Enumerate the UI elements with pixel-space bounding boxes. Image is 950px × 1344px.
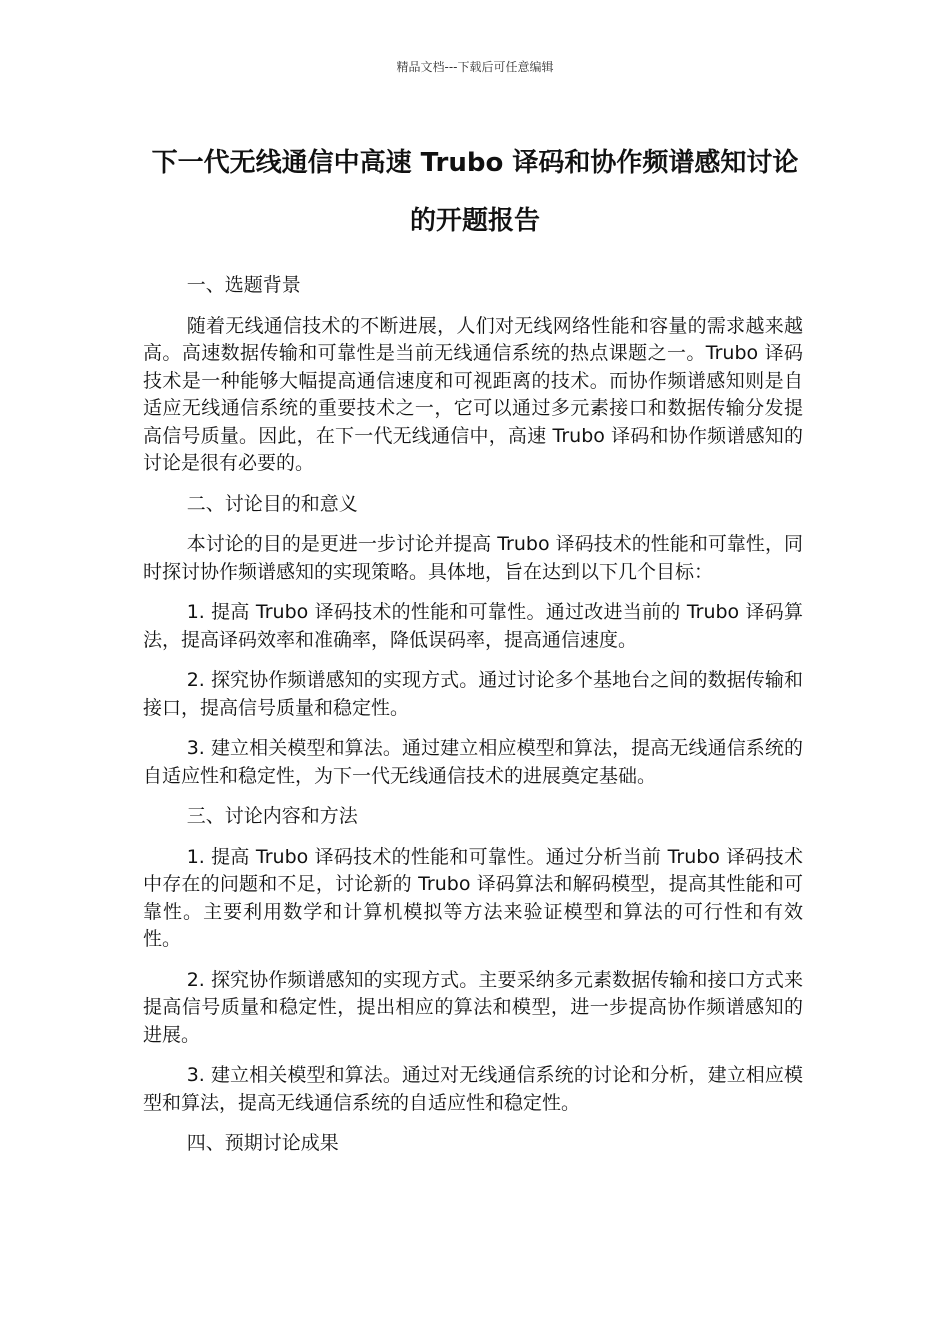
paragraph-method-3: 3. 建立相关模型和算法。通过对无线通信系统的讨论和分析，建立相应模型和算法，提高无线通信系统的自适应性和稳定性。 xyxy=(143,1064,803,1114)
section-heading-methods: 三、讨论内容和方法 xyxy=(186,805,358,827)
paragraph-goal-1: 1. 提高 Trubo 译码技术的性能和可靠性。通过改进当前的 Trubo 译码算法，提高译码效率和准确率，降低误码率，提高通信速度。 xyxy=(143,601,803,651)
section-heading-purpose: 二、讨论目的和意义 xyxy=(186,492,358,515)
page-header-note: 精品文档---下载后可任意编辑 xyxy=(396,60,554,74)
document-title: 下一代无线通信中高速 Trubo 译码和协作频谱感知讨论的开题报告 xyxy=(151,148,799,236)
paragraph-goal-3: 3. 建立相关模型和算法。通过建立相应模型和算法，提高无线通信系统的自适应性和稳定性，为下一代无线通信技术的进展奠定基础。 xyxy=(143,737,803,787)
paragraph-method-2: 2. 探究协作频谱感知的实现方式。主要采纳多元素数据传输和接口方式来提高信号质量和稳定性，提出相应的算法和模型，进一步提高协作频谱感知的进展。 xyxy=(143,968,803,1046)
paragraph-goal-2: 2. 探究协作频谱感知的实现方式。通过讨论多个基地台之间的数据传输和接口，提高信号质量和稳定性。 xyxy=(143,669,803,719)
section-heading-expected-results: 四、预期讨论成果 xyxy=(186,1132,339,1154)
paragraph-purpose-intro: 本讨论的目的是更进一步讨论并提高 Trubo 译码技术的性能和可靠性，同时探讨协作频谱感知的实现策略。具体地，旨在达到以下几个目标： xyxy=(143,533,803,583)
section-heading-background: 一、选题背景 xyxy=(186,274,301,296)
paragraph-method-1: 1. 提高 Trubo 译码技术的性能和可靠性。通过分析当前 Trubo 译码技术中存在的问题和不足，讨论新的 Trubo 译码算法和解码模型，提高其性能和可靠性。主要利用数学和计算机模拟等方法来验证模型和算法的可行性和有效性。 xyxy=(143,845,803,950)
paragraph-background: 随着无线通信技术的不断进展，人们对无线网络性能和容量的需求越来越高。高速数据传输和可靠性是当前无线通信系统的热点课题之一。Trubo 译码技术是一种能够大幅提高通信速度和可视距离的技术。而协作频谱感知则是自适应无线通信系统的重要技术之一，它可以通过多元素接口和数据传输分发提高信号质量。因此，在下一代无线通信中，高速 Trubo 译码和协作频谱感知的讨论是很有必要的。 xyxy=(143,314,803,474)
document-body xyxy=(143,272,803,1171)
